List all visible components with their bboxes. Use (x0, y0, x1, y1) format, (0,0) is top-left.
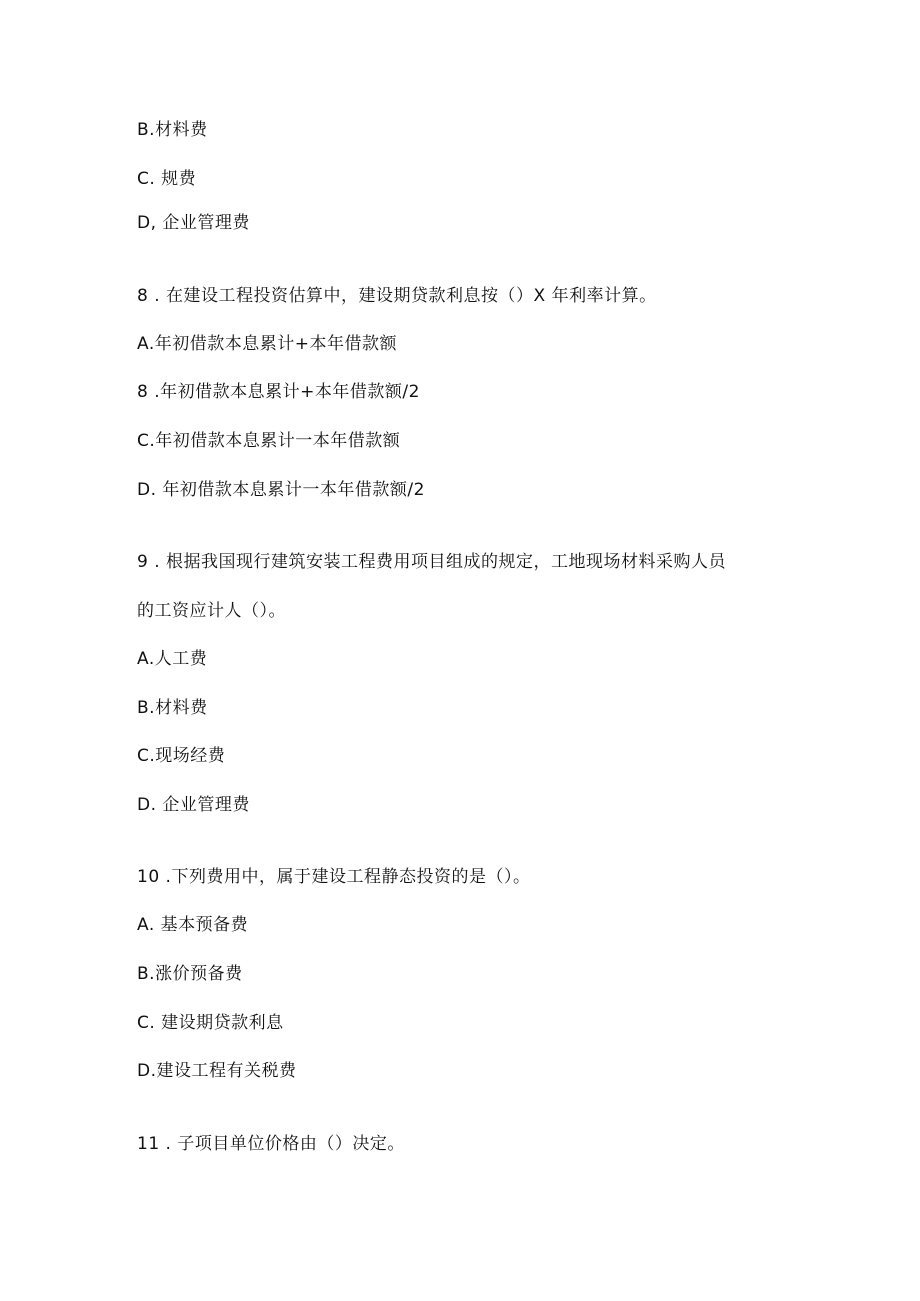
q11-question: 11 . 子项目单位价格由（）决定。 (137, 1134, 405, 1154)
q10-option-a: A. 基本预备费 (137, 915, 249, 935)
q9-option-a: A.人工费 (137, 649, 208, 669)
q8-question: 8 . 在建设工程投资估算中，建设期贷款利息按（）X 年利率计算。 (137, 286, 657, 306)
q9-option-d: D. 企业管理费 (137, 795, 250, 815)
q9-question-line1: 9 . 根据我国现行建筑安装工程费用项目组成的规定，工地现场材料采购人员 (137, 552, 727, 572)
q7-option-b: B.材料费 (137, 120, 208, 140)
q8-option-a: A.年初借款本息累计+本年借款额 (137, 334, 397, 354)
q9-option-b: B.材料费 (137, 698, 208, 718)
q8-option-b: 8 .年初借款本息累计+本年借款额/2 (137, 382, 420, 402)
q10-question: 10 .下列费用中，属于建设工程静态投资的是（）。 (137, 867, 531, 887)
q7-option-d: D, 企业管理费 (137, 213, 250, 233)
q10-option-b: B.涨价预备费 (137, 964, 243, 984)
q10-option-d: D.建设工程有关税费 (137, 1061, 297, 1081)
q10-option-c: C. 建设期贷款利息 (137, 1013, 284, 1033)
q8-option-c: C.年初借款本息累计一本年借款额 (137, 431, 401, 451)
q9-option-c: C.现场经费 (137, 746, 226, 766)
q7-option-c: C. 规费 (137, 169, 197, 189)
q9-question-line2: 的工资应计人（）。 (137, 601, 286, 621)
q8-option-d: D. 年初借款本息累计一本年借款额/2 (137, 480, 425, 500)
